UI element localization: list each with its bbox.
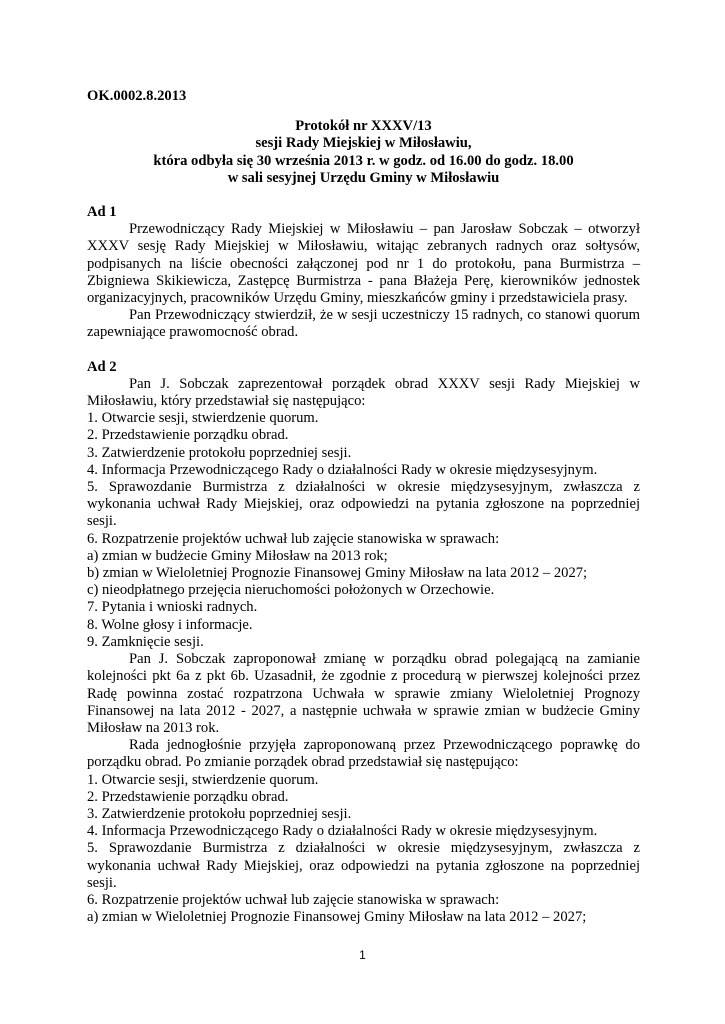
spacer <box>87 187 640 204</box>
agenda1-item: a) zmian w budżecie Gminy Miłosław na 2013 rok; <box>87 547 388 564</box>
agenda2-item: 1. Otwarcie sesji, stwierdzenie quorum. <box>87 771 319 788</box>
agenda1-item: 7. Pytania i wnioski radnych. <box>87 599 258 616</box>
agenda1-item: b) zmian w Wieloletniej Prognozie Finansowej Gminy Miłosław na lata 2012 – 2027; <box>87 565 588 582</box>
agenda1-item: 2. Przedstawienie porządku obrad. <box>87 427 289 444</box>
agenda2-item: 5. Sprawozdanie Burmistrza z działalności w okresie międzysesyjnym, zwłaszcza z wykonania uchwał Rady Miejskiej, oraz odpowiedzi na pytania zgłoszone na poprzedniej sesji. <box>87 840 640 891</box>
agenda1-item: 5. Sprawozdanie Burmistrza z działalności w okresie międzysesyjnym, zwłaszcza z wykonania uchwał Rady Miejskiej, oraz odpowiedzi na pytania zgłoszone na poprzedniej sesji. <box>87 479 640 530</box>
agenda1-item: 8. Wolne głosy i informacje. <box>87 616 253 633</box>
document-body <box>87 88 640 926</box>
title-line-3: która odbyła się 30 września 2013 r. w godz. od 16.00 do godz. 18.00 <box>153 152 574 169</box>
agenda2-item: a) zmian w Wieloletniej Prognozie Finansowej Gminy Miłosław na lata 2012 – 2027; <box>87 909 587 926</box>
title-line-4: w sali sesyjnej Urzędu Gminy w Miłosławiu <box>227 169 500 186</box>
agenda1-item: c) nieodpłatnego przejęcia nieruchomości położonych w Orzechowie. <box>87 582 495 599</box>
agenda2-item: 2. Przedstawienie porządku obrad. <box>87 788 289 805</box>
ad2-proposal: Pan J. Sobczak zaproponował zmianę w porządku obrad polegającą na zamianie kolejności pkt 6a z pkt 6b. Uzasadnił, że zgodnie z procedurą w pierwszej kolejności przez Radę powinna zostać rozpatrzona Uchwała w sprawie zmiany Wieloletniej Prognozy Finansowej na lata 2012 - 2027, a następnie uchwała w sprawie zmian w budżecie Gminy Miłosław na 2013 rok. <box>87 651 640 736</box>
ad2-accepted: Rada jednogłośnie przyjęła zaproponowaną przez Przewodniczącego poprawkę do porządku obrad. Po zmianie porządek obrad przedstawiał się następująco: <box>87 737 640 771</box>
agenda2-item: 3. Zatwierdzenie protokołu poprzedniej sesji. <box>87 805 352 822</box>
agenda1-item: 3. Zatwierdzenie protokołu poprzedniej sesji. <box>87 444 352 461</box>
title-line-2: sesji Rady Miejskiej w Miłosławiu, <box>255 135 472 152</box>
ad2-intro: Pan J. Sobczak zaprezentował porządek obrad XXXV sesji Rady Miejskiej w Miłosławiu, który przedstawiał się następująco: <box>87 375 640 410</box>
ad1-paragraph-2: Pan Przewodniczący stwierdził, że w sesji uczestniczy 15 radnych, co stanowi quorum zapewniające prawomocność obrad. <box>87 307 640 341</box>
ad2-heading: Ad 2 <box>87 358 117 375</box>
agenda1-item: 6. Rozpatrzenie projektów uchwał lub zajęcie stanowiska w sprawach: <box>87 530 500 547</box>
ad1-heading: Ad 1 <box>87 204 117 221</box>
agenda2-item: 4. Informacja Przewodniczącego Rady o działalności Rady w okresie międzysesyjnym. <box>87 823 598 840</box>
spacer <box>87 342 640 359</box>
page-number: 1 <box>359 948 366 962</box>
ad1-paragraph-1: Przewodniczący Rady Miejskiej w Miłosławiu – pan Jarosław Sobczak – otworzył XXXV sesję Rady Miejskiej w Miłosławiu, witając zebranych radnych oraz sołtysów, podpisanych na liście obecności załączonej pod nr 1 do protokołu, pana Burmistrza – Zbigniewa Skikiewicza, Zastępcę Burmistrza - pana Błażeja Perę, kierowników jednostek organizacyjnych, pracowników Urzędu Gminy, mieszkańców gminy i przedstawiciela prasy. <box>87 221 640 307</box>
agenda1-item: 4. Informacja Przewodniczącego Rady o działalności Rady w okresie międzysesyjnym. <box>87 461 598 478</box>
document-reference: OK.0002.8.2013 <box>87 88 187 104</box>
agenda1-item: 9. Zamknięcie sesji. <box>87 633 204 650</box>
agenda2-item: 6. Rozpatrzenie projektów uchwał lub zajęcie stanowiska w sprawach: <box>87 891 500 908</box>
agenda1-item: 1. Otwarcie sesji, stwierdzenie quorum. <box>87 410 319 427</box>
title-line-1: Protokół nr XXXV/13 <box>295 118 432 135</box>
